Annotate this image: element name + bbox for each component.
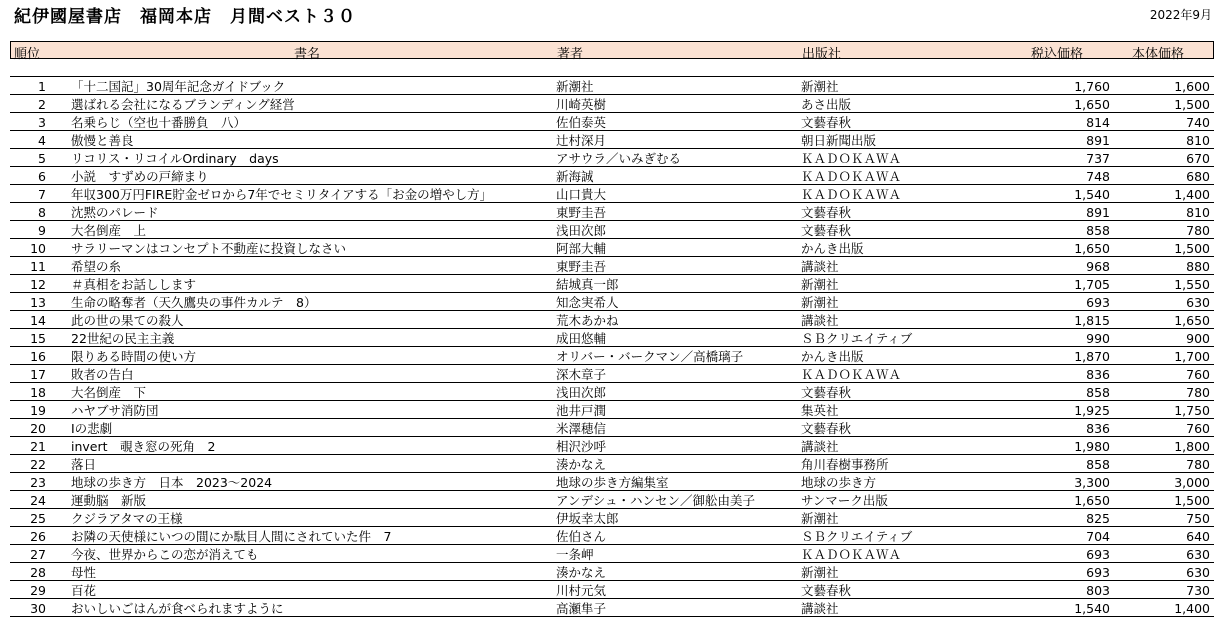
price-base-cell: 630	[1186, 295, 1210, 310]
title-cell: リコリス・リコイルOrdinary days	[71, 151, 279, 166]
rank-cell: 11	[30, 259, 46, 274]
table-row	[10, 77, 1214, 95]
publisher-cell: 新潮社	[801, 277, 839, 292]
title-cell: 今夜、世界からこの恋が消えても	[71, 547, 259, 562]
publisher-cell: 講談社	[801, 259, 839, 274]
author-cell: 浅田次郎	[556, 385, 607, 400]
publisher-cell: 講談社	[801, 601, 839, 616]
price-tax-cell: 803	[1086, 583, 1110, 598]
publisher-cell: かんき出版	[801, 241, 864, 256]
table-row	[10, 509, 1214, 527]
price-base-cell: 1,400	[1174, 601, 1210, 616]
price-base-cell: 780	[1186, 223, 1210, 238]
rank-cell: 16	[30, 349, 46, 364]
publisher-cell: サンマーク出版	[801, 493, 888, 508]
header-rank: 順位	[14, 47, 41, 62]
price-base-cell: 670	[1186, 151, 1210, 166]
title-cell: invert 覗き窓の死角 2	[71, 439, 216, 454]
publisher-cell: 文藝春秋	[801, 223, 852, 238]
author-cell: アサウラ／いみぎむる	[556, 151, 682, 166]
publisher-cell: 講談社	[801, 439, 839, 454]
title-cell: 敗者の告白	[71, 367, 134, 382]
header-title: 書名	[294, 47, 321, 62]
price-tax-cell: 693	[1086, 547, 1110, 562]
price-base-cell: 1,600	[1174, 79, 1210, 94]
price-base-cell: 740	[1186, 115, 1210, 130]
price-tax-cell: 1,760	[1074, 79, 1110, 94]
price-tax-cell: 1,870	[1074, 349, 1110, 364]
publisher-cell: 文藝春秋	[801, 385, 852, 400]
table-row	[10, 527, 1214, 545]
title-cell: おいしいごはんが食べられますように	[71, 601, 284, 616]
rank-cell: 24	[30, 493, 46, 508]
table-row	[10, 365, 1214, 383]
price-tax-cell: 858	[1086, 457, 1110, 472]
rank-cell: 8	[38, 205, 46, 220]
author-cell: 阿部大輔	[556, 241, 607, 256]
table-row	[10, 167, 1214, 185]
price-base-cell: 880	[1186, 259, 1210, 274]
price-tax-cell: 836	[1086, 367, 1110, 382]
rank-cell: 7	[38, 187, 46, 202]
price-tax-cell: 693	[1086, 295, 1110, 310]
publisher-cell: 集英社	[801, 403, 839, 418]
table-row	[10, 563, 1214, 581]
author-cell: 湊かなえ	[556, 457, 607, 472]
rank-cell: 22	[30, 457, 46, 472]
price-base-cell: 3,000	[1174, 475, 1210, 490]
title-cell: 限りある時間の使い方	[71, 349, 197, 364]
title-cell: 沈黙のパレード	[71, 205, 159, 220]
rank-cell: 28	[30, 565, 46, 580]
rank-cell: 4	[38, 133, 46, 148]
title-cell: ＃真相をお話しします	[71, 277, 197, 292]
header-publisher: 出版社	[802, 47, 842, 62]
title-cell: クジラアタマの王様	[71, 511, 183, 526]
price-tax-cell: 858	[1086, 385, 1110, 400]
title-cell: 運動脳 新版	[71, 493, 147, 508]
rank-cell: 29	[30, 583, 46, 598]
header-price-tax: 税込価格	[1031, 47, 1084, 62]
publisher-cell: 講談社	[801, 313, 839, 328]
title-cell: お隣の天使様にいつの間にか駄目人間にされていた件 7	[71, 529, 392, 544]
rank-cell: 3	[38, 115, 46, 130]
header-author: 著者	[557, 47, 584, 62]
publisher-cell: ＫＡＤＯＫＡＷＡ	[801, 151, 902, 166]
title-cell: 地球の歩き方 日本 2023～2024	[71, 475, 273, 490]
author-cell: 川村元気	[556, 583, 607, 598]
price-tax-cell: 748	[1086, 169, 1110, 184]
title-cell: 大名倒産 上	[71, 223, 147, 238]
table-row	[10, 293, 1214, 311]
price-base-cell: 1,750	[1174, 403, 1210, 418]
author-cell: 川崎英樹	[556, 97, 607, 112]
rank-cell: 21	[30, 439, 46, 454]
price-tax-cell: 693	[1086, 565, 1110, 580]
table-row	[10, 131, 1214, 149]
table-row	[10, 437, 1214, 455]
author-cell: 荒木あかね	[556, 313, 619, 328]
publisher-cell: 角川春樹事務所	[801, 457, 889, 472]
table-row	[10, 419, 1214, 437]
price-tax-cell: 968	[1086, 259, 1110, 274]
price-base-cell: 810	[1186, 205, 1210, 220]
price-tax-cell: 891	[1086, 133, 1110, 148]
header-price-base: 本体価格	[1132, 47, 1185, 62]
author-cell: 高瀬隼子	[556, 601, 607, 616]
price-base-cell: 1,500	[1174, 97, 1210, 112]
table-body	[10, 77, 1214, 617]
author-cell: 新潮社	[556, 79, 594, 94]
table-row	[10, 599, 1214, 617]
author-cell: 相沢沙呼	[556, 439, 607, 454]
title-cell: 生命の略奪者（天久鷹央の事件カルテ 8）	[71, 295, 317, 310]
title-cell: 大名倒産 下	[71, 385, 147, 400]
price-tax-cell: 814	[1086, 115, 1110, 130]
title-cell: 22世紀の民主主義	[71, 331, 175, 346]
rank-cell: 23	[30, 475, 46, 490]
price-tax-cell: 990	[1086, 331, 1110, 346]
title-cell: ハヤブサ消防団	[71, 403, 159, 418]
author-cell: 東野圭吾	[556, 259, 607, 274]
publisher-cell: ＫＡＤＯＫＡＷＡ	[801, 547, 902, 562]
author-cell: 深木章子	[556, 367, 607, 382]
publisher-cell: 新潮社	[801, 79, 839, 94]
table-row	[10, 329, 1214, 347]
table-row	[10, 275, 1214, 293]
author-cell: 結城真一郎	[556, 277, 619, 292]
author-cell: 浅田次郎	[556, 223, 607, 238]
rank-cell: 6	[38, 169, 46, 184]
title-cell: 此の世の果ての殺人	[71, 313, 184, 328]
publisher-cell: ＫＡＤＯＫＡＷＡ	[801, 367, 902, 382]
table-row	[10, 311, 1214, 329]
price-tax-cell: 858	[1086, 223, 1110, 238]
bestseller-table	[10, 41, 1214, 617]
author-cell: 佐伯泰英	[556, 115, 607, 130]
price-base-cell: 760	[1186, 421, 1210, 436]
price-tax-cell: 3,300	[1074, 475, 1110, 490]
author-cell: 山口貴大	[556, 187, 607, 202]
rank-cell: 14	[30, 313, 46, 328]
rank-cell: 27	[30, 547, 46, 562]
price-base-cell: 1,700	[1174, 349, 1210, 364]
rank-cell: 1	[38, 79, 46, 94]
publisher-cell: 文藝春秋	[801, 421, 852, 436]
price-base-cell: 640	[1186, 529, 1210, 544]
price-base-cell: 1,800	[1174, 439, 1210, 454]
table-row	[10, 491, 1214, 509]
price-tax-cell: 1,540	[1074, 187, 1110, 202]
price-base-cell: 780	[1186, 385, 1210, 400]
publisher-cell: 新潮社	[801, 511, 839, 526]
price-tax-cell: 1,540	[1074, 601, 1110, 616]
rank-cell: 2	[38, 97, 46, 112]
title-cell: 名乗らじ（空也十番勝負 八）	[71, 115, 247, 130]
rank-cell: 12	[30, 277, 46, 292]
publisher-cell: ＫＡＤＯＫＡＷＡ	[801, 187, 902, 202]
publisher-cell: あさ出版	[801, 97, 852, 112]
table-row	[10, 581, 1214, 599]
publisher-cell: ＳＢクリエイティブ	[801, 331, 913, 346]
price-tax-cell: 1,650	[1074, 97, 1110, 112]
publisher-cell: ＳＢクリエイティブ	[801, 529, 913, 544]
rank-cell: 10	[30, 241, 46, 256]
rank-cell: 30	[30, 601, 46, 616]
table-row	[10, 473, 1214, 491]
price-tax-cell: 1,980	[1074, 439, 1110, 454]
table-row	[10, 185, 1214, 203]
title-cell: 母性	[71, 565, 97, 580]
table-row	[10, 113, 1214, 131]
rank-cell: 13	[30, 295, 46, 310]
price-base-cell: 810	[1186, 133, 1210, 148]
title-cell: 年収300万円FIRE貯金ゼロから7年でセミリタイアする「お金の増やし方」	[71, 187, 493, 202]
price-tax-cell: 1,925	[1074, 403, 1110, 418]
author-cell: 池井戸潤	[556, 403, 607, 418]
price-tax-cell: 704	[1086, 529, 1110, 544]
price-base-cell: 630	[1186, 565, 1210, 580]
author-cell: 新海誠	[556, 169, 594, 184]
author-cell: 地球の歩き方編集室	[556, 475, 669, 490]
author-cell: 一条岬	[556, 547, 594, 562]
title-cell: 「十二国記」30周年記念ガイドブック	[71, 79, 286, 94]
author-cell: 成田悠輔	[556, 331, 607, 346]
table-row	[10, 347, 1214, 365]
author-cell: 伊坂幸太郎	[556, 511, 619, 526]
table-row	[10, 257, 1214, 275]
table-row	[10, 401, 1214, 419]
table-row	[10, 383, 1214, 401]
publisher-cell: ＫＡＤＯＫＡＷＡ	[801, 169, 902, 184]
rank-cell: 20	[30, 421, 46, 436]
title-cell: 傲慢と善良	[71, 133, 134, 148]
table-row	[10, 149, 1214, 167]
price-tax-cell: 825	[1086, 511, 1110, 526]
price-tax-cell: 836	[1086, 421, 1110, 436]
publisher-cell: 新潮社	[801, 295, 839, 310]
table-row	[10, 455, 1214, 473]
price-tax-cell: 737	[1086, 151, 1110, 166]
title-cell: 百花	[71, 583, 97, 598]
publisher-cell: かんき出版	[801, 349, 864, 364]
author-cell: オリバー・バークマン／高橋璃子	[556, 349, 744, 364]
author-cell: 米澤穂信	[556, 421, 607, 436]
price-base-cell: 1,400	[1174, 187, 1210, 202]
title-cell: Iの悲劇	[71, 421, 113, 436]
title-cell: 小説 すずめの戸締まり	[71, 169, 209, 184]
table-row	[10, 545, 1214, 563]
publisher-cell: 新潮社	[801, 565, 839, 580]
author-cell: アンデシュ・ハンセン／御舩由美子	[556, 493, 756, 508]
price-base-cell: 1,650	[1174, 313, 1210, 328]
author-cell: 辻村深月	[556, 133, 607, 148]
price-base-cell: 1,500	[1174, 241, 1210, 256]
author-cell: 知念実希人	[556, 295, 619, 310]
rank-cell: 17	[30, 367, 46, 382]
table-row	[10, 203, 1214, 221]
price-tax-cell: 1,705	[1074, 277, 1110, 292]
price-base-cell: 630	[1186, 547, 1210, 562]
price-base-cell: 900	[1186, 331, 1210, 346]
price-base-cell: 760	[1186, 367, 1210, 382]
rank-cell: 5	[38, 151, 46, 166]
author-cell: 東野圭吾	[556, 205, 607, 220]
table-row	[10, 239, 1214, 257]
table-row	[10, 95, 1214, 113]
price-base-cell: 730	[1186, 583, 1210, 598]
publisher-cell: 朝日新聞出版	[801, 133, 877, 148]
title-cell: 希望の糸	[71, 259, 122, 274]
title-cell: 選ばれる会社になるブランディング経営	[71, 97, 295, 112]
price-tax-cell: 1,650	[1074, 493, 1110, 508]
price-tax-cell: 891	[1086, 205, 1110, 220]
title-cell: 落日	[71, 457, 97, 472]
rank-cell: 26	[30, 529, 46, 544]
publisher-cell: 文藝春秋	[801, 583, 852, 598]
table-row	[10, 221, 1214, 239]
rank-cell: 15	[30, 331, 46, 346]
price-base-cell: 1,550	[1174, 277, 1210, 292]
price-tax-cell: 1,650	[1074, 241, 1110, 256]
rank-cell: 9	[38, 223, 46, 238]
rank-cell: 25	[30, 511, 46, 526]
title-cell: サラリーマンはコンセプト不動産に投資しなさい	[71, 241, 347, 256]
author-cell: 佐伯さん	[556, 529, 607, 544]
rank-cell: 19	[30, 403, 46, 418]
author-cell: 湊かなえ	[556, 565, 607, 580]
price-base-cell: 680	[1186, 169, 1210, 184]
price-base-cell: 780	[1186, 457, 1210, 472]
publisher-cell: 文藝春秋	[801, 205, 852, 220]
publisher-cell: 地球の歩き方	[801, 475, 877, 490]
price-base-cell: 750	[1186, 511, 1210, 526]
rank-cell: 18	[30, 385, 46, 400]
table-header	[10, 41, 1214, 62]
price-tax-cell: 1,815	[1074, 313, 1110, 328]
report-date: 2022年9月	[1149, 8, 1212, 22]
price-base-cell: 1,500	[1174, 493, 1210, 508]
publisher-cell: 文藝春秋	[801, 115, 852, 130]
page-title: 紀伊國屋書店 福岡本店 月間ベスト３０	[14, 7, 356, 27]
